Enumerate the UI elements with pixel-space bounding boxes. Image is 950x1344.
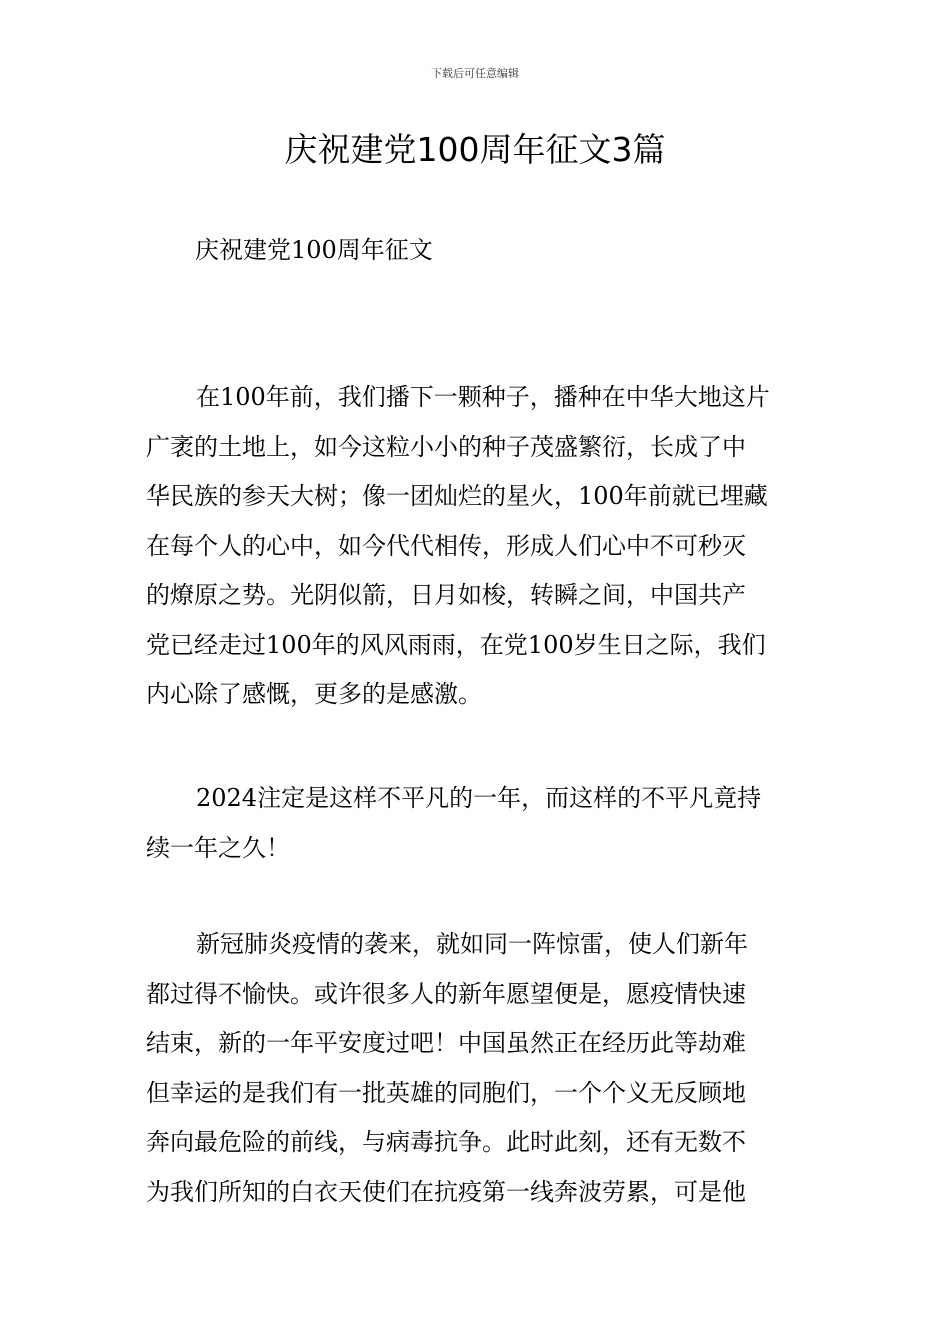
paragraph-line: 为我们所知的白衣天使们在抗疫第一线奔波劳累，可是他 [146, 1177, 746, 1206]
paragraph-line: 的燎原之势。光阴似箭，日月如梭，转瞬之间，中国共产 [146, 581, 746, 609]
essay-subtitle: 庆祝建党100周年征文 [195, 236, 433, 264]
paragraph-line: 在100年前，我们播下一颗种子，播种在中华大地这片 [196, 383, 770, 411]
paragraph-line: 新冠肺炎疫情的袭来，就如同一阵惊雷，使人们新年 [196, 930, 748, 958]
paragraph-line: 但幸运的是我们有一批英雄的同胞们，一个个义无反顾地 [146, 1078, 746, 1107]
paragraph-3 [146, 920, 808, 1217]
paragraph-line: 华民族的参天大树；像一团灿烂的星火，100年前就已埋藏 [146, 482, 768, 510]
paragraph-line: 结束，新的一年平安度过吧！中国虽然正在经历此等劫难 [146, 1029, 746, 1057]
paragraph-line: 都过得不愉快。或许很多人的新年愿望便是，愿疫情快速 [146, 979, 746, 1008]
paragraph-2 [146, 774, 808, 873]
paragraph-line: 2024注定是这样不平凡的一年，而这样的不平凡竟持 [196, 784, 762, 812]
paragraph-line: 在每个人的心中，如今代代相传，形成人们心中不可秒灭 [146, 531, 746, 560]
paragraph-line: 奔向最危险的前线，与病毒抗争。此时此刻，还有无数不 [146, 1128, 746, 1156]
document-title: 庆祝建党100周年征文3篇 [284, 130, 666, 169]
paragraph-line: 广袤的土地上，如今这粒小小的种子茂盛繁衍，长成了中 [146, 432, 746, 461]
paragraph-1 [146, 373, 808, 720]
paragraph-line: 续一年之久！ [146, 833, 290, 862]
paragraph-line: 内心除了感慨，更多的是感激。 [146, 680, 482, 708]
header-note: 下载后可任意编辑 [431, 67, 519, 80]
paragraph-line: 党已经走过100年的风风雨雨，在党100岁生日之际，我们 [146, 630, 766, 659]
